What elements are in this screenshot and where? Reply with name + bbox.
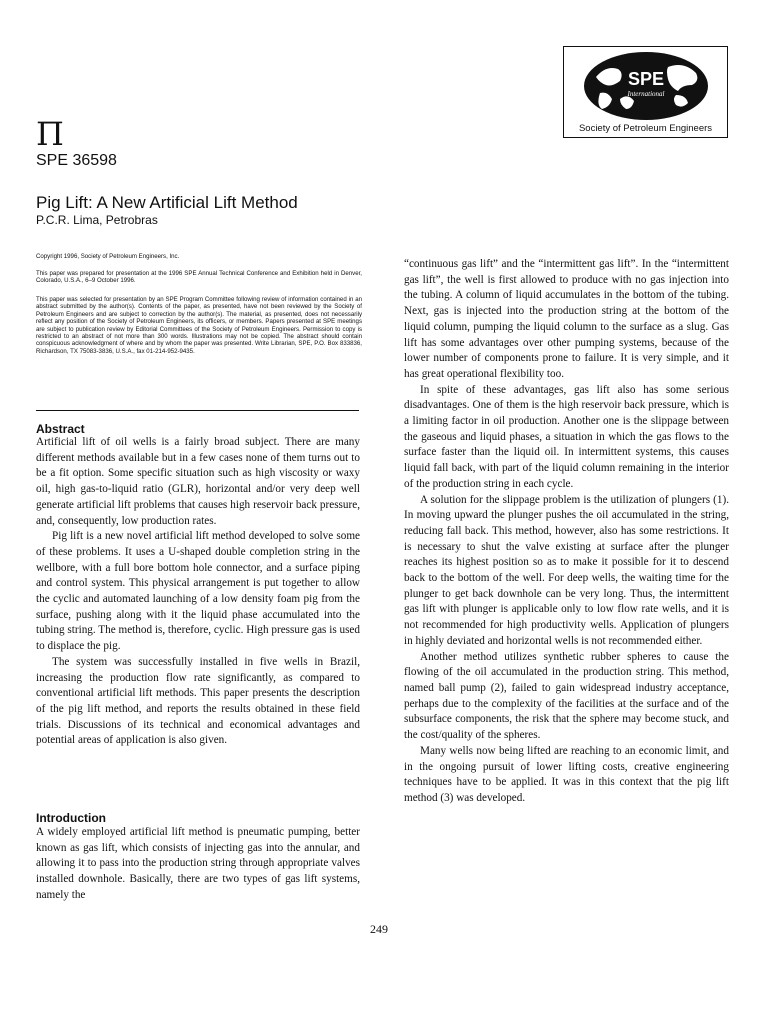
spe-logo-box (563, 46, 728, 138)
svg-text:SPE: SPE (627, 69, 665, 89)
introduction-body (36, 825, 360, 904)
paper-number: SPE 36598 (36, 152, 117, 169)
svg-text:International: International (627, 90, 665, 98)
abstract-heading: Abstract (36, 422, 85, 436)
abstract-paragraph: Artificial lift of oil wells is a fairly broad subject. There are many different methods available but in a few cases none of them turns out to be a fit option. Some specific situation such as high viscosity or waxy oil, high gas-to-liquid ratio (GLR), horizontal and/or very deep well generate artificial lift problems that causes high reservoir back pressure, and, consequently, low production rates. (36, 436, 360, 527)
section-divider (36, 410, 359, 411)
body-paragraph: Many wells now being lifted are reaching to an economic limit, and in the ongoing pursuit of lower lifting costs, creative engineering techniques have to be applied. It was in this context that the pig lift method (3) was developed. (404, 744, 729, 804)
paper-authors: P.C.R. Lima, Petrobras (36, 213, 158, 227)
body-paragraph: A solution for the slippage problem is the utilization of plungers (1). In moving upward the plunger pushes the oil accumulated in the string, reducing fall back. This method, however, also has some restrictions. It is necessary to shut the valve existing at surface after the plunger reaches its highest position so as to make it possible for it to descend back to the bottom of the well. For deep wells, the waiting time for the plunger to get back downhole can be very long. Thus, the intermittent gas lift with plunger is applicable only to low flow rate wells, and it is not recommended for high productivity wells. Application of plungers in highly deviated and horizontal wells is not recommended either. (404, 493, 729, 647)
presentation-note: This paper was prepared for presentation at the 1996 SPE Annual Technical Conference and Exhibition held in Denver, Colorado, U.S.A., 6–9 October 1996. (36, 270, 362, 285)
paper-title: Pig Lift: A New Artificial Lift Method (36, 193, 298, 212)
copyright-notice: Copyright 1996, Society of Petroleum Engineers, Inc. (36, 253, 180, 260)
selection-notice: This paper was selected for presentation by an SPE Program Committee following review of information contained in an abstract submitted by the author(s). Contents of the paper, as presented, have not been reviewed by the Society of Petroleum Engineers and are subject to correction by the author(s). The material, as presented, does not necessarily reflect any position of the Society of Petroleum Engineers, its officers, or members. Papers presented at SPE meetings are subject to publication review by Editorial Committees of the Society of Petroleum Engineers. Permission to copy is restricted to an abstract of not more than 300 words. Illustrations may not be copied. The abstract should contain conspicuous acknowledgment of where and by whom the paper was presented. Write Librarian, SPE, P.O. Box 833836, Richardson, TX 75083-3836, U.S.A., fax 01-214-952-9435. (36, 296, 362, 355)
body-paragraph: Another method utilizes synthetic rubber spheres to cause the flowing of the oil accumulated in the production string. This method, named ball pump (2), failed to gain widespread industry acceptance, perhaps due to the complexity of the facilities at the surface and of the subsurface components, the risk that the sphere may become stuck, and the cost/quality of the spheres. (404, 650, 729, 742)
introduction-heading: Introduction (36, 811, 106, 825)
abstract-paragraph: The system was successfully installed in five wells in Brazil, increasing the production flow rate significantly, as compared to conventional artificial lift methods. This paper presents the description of the pig lift method, and reports the results obtained in these field trials. Discussions of its technical and economical advantages and potential areas of application is also given. (36, 655, 360, 747)
body-paragraph: “continuous gas lift” and the “intermittent gas lift”. In the “intermittent gas lift”, the well is first allowed to produce with no gas injection into the tubing. A column of liquid accumulates in the bottom of the tubing. Next, gas is injected into the production string at the bottom of the liquid column, pumping the liquid column to the surface as a slug. Gas lift has some advantages over other pumping systems, because of the lower number of components prone to failure. It is very simple, and it has great operational flexibility too. (404, 258, 729, 380)
abstract-body (36, 435, 360, 749)
right-column-body (404, 257, 729, 807)
body-paragraph: In spite of these advantages, gas lift also has some serious disadvantages. One of them is the high reservoir back pressure, which is a limiting factor in oil production. Another one is the slippage between the gaseous and liquid phases, a situation in which the gas flows to the surface faster than the liquid oil. In intermittent systems, this causes liquid fall back, with part of the liquid column remaining in the interior of the production string in each cycle. (404, 383, 729, 490)
abstract-paragraph: Pig lift is a new novel artificial lift method developed to solve some of these problems. It uses a U-shaped double completion string in the wellbore, with a full bore bottom hole connector, and a surface piping and control system. This physical arrangement is put together to allow the cyclic and automated launching of a low density foam pig from the surface, pushing along with it the liquid phase accumulated into the tubing string. The method is, therefore, cyclic. High pressure gas is used to displace the pig. (36, 530, 360, 653)
page-number: 249 (370, 922, 388, 936)
introduction-paragraph: A widely employed artificial lift method is pneumatic pumping, better known as gas lift, which consists of injecting gas into the annular, and allowing it to pass into the production string through appropriate valves installed downhole. Basically, there are two types of gas lift systems, namely the (36, 826, 360, 901)
spe-glyph: Π (36, 115, 64, 153)
spe-globe-logo (576, 49, 716, 123)
spe-logo-caption: Society of Petroleum Engineers (578, 123, 713, 134)
